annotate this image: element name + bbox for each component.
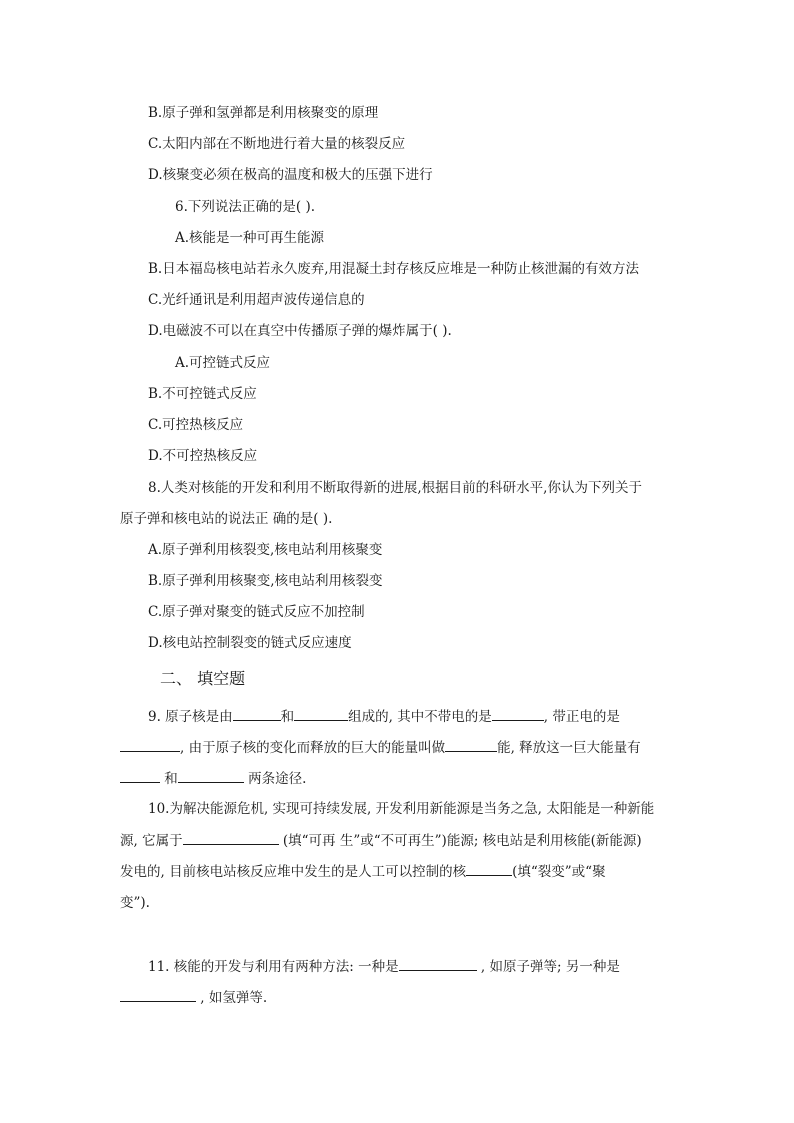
q5-option-b: B.原子弹和氢弹都是利用核聚变的原理 <box>148 105 379 121</box>
q8-stem-line2: 原子弹和核电站的说法正 确的是( ). <box>120 511 333 527</box>
q9-line2 <box>120 737 641 757</box>
q8-stem-line1: 8.人类对核能的开发和利用不断取得新的进展,根据目前的科研水平,你认为下列关于 <box>148 480 642 496</box>
q9-blank-5[interactable] <box>445 737 497 752</box>
q10-blank-2[interactable] <box>466 861 512 876</box>
q9-text: , 带正电的是 <box>543 709 620 725</box>
q8-option-a: A.原子弹利用核裂变,核电站利用核聚变 <box>148 542 383 558</box>
q6-option-b: B.日本福岛核电站若永久废弃,用混凝土封存核反应堆是一种防止核泄漏的有效方法 <box>148 261 640 277</box>
q11-line2 <box>120 987 267 1007</box>
q7-option-c: C.可控热核反应 <box>148 417 244 433</box>
q6-option-d: D.电磁波不可以在真空中传播原子弹的爆炸属于( ). <box>148 323 452 339</box>
q9-text: 和 <box>164 771 178 787</box>
q6-option-c: C.光纤通讯是利用超声波传递信息的 <box>148 292 365 308</box>
q10-blank-1[interactable] <box>183 830 279 845</box>
q9-blank-4[interactable] <box>120 737 180 752</box>
q11-blank-1[interactable] <box>399 956 477 971</box>
q10-text: 源, 它属于 <box>120 833 183 849</box>
q10-line2 <box>120 830 642 850</box>
q11-text: , 如氢弹等. <box>200 990 268 1006</box>
q9-text: 能, 释放这一巨大能量有 <box>497 740 641 756</box>
q6-option-a: A.核能是一种可再生能源 <box>175 230 325 246</box>
q9-text: 和 <box>280 709 295 725</box>
q8-option-b: B.原子弹利用核聚变,核电站利用核裂变 <box>148 573 383 589</box>
q9-blank-2[interactable] <box>294 706 348 721</box>
q10-text: (填“可再 生”或“不可再生”)能源; 核电站是利用核能(新能源) <box>282 833 642 849</box>
q8-option-c: C.原子弹对聚变的链式反应不加控制 <box>148 604 365 620</box>
q9-line3 <box>120 768 306 788</box>
q9-blank-6[interactable] <box>120 768 160 783</box>
q11-text: , 如原子弹等; 另一种是 <box>480 959 620 975</box>
q7-option-b: B.不可控链式反应 <box>148 386 257 402</box>
q8-option-d: D.核电站控制裂变的链式反应速度 <box>148 635 352 651</box>
section-heading-fill-blank: 二、 填空题 <box>160 669 246 688</box>
q9-text: , 由于原子核的变化而释放的巨大的能量叫做 <box>180 740 446 756</box>
q11-line1 <box>148 956 620 976</box>
q10-line1: 10.为解决能源危机, 实现可持续发展, 开发利用新能源是当务之急, 太阳能是一种新能 <box>148 801 655 817</box>
q10-line4: 变”). <box>120 895 150 911</box>
q5-option-d: D.核聚变必须在极高的温度和极大的压强下进行 <box>148 167 433 183</box>
q6-stem: 6.下列说法正确的是( ). <box>175 199 315 215</box>
q9-blank-3[interactable] <box>492 706 544 721</box>
q10-text: (填“裂变”或“聚 <box>512 864 606 880</box>
q9-blank-7[interactable] <box>178 768 244 783</box>
q9-blank-1[interactable] <box>233 706 281 721</box>
q10-line3 <box>120 861 606 881</box>
q9-text: 组成的, 其中不带电的是 <box>348 709 492 725</box>
q7-option-d: D.不可控热核反应 <box>148 448 258 464</box>
q5-option-c: C.太阳内部在不断地进行着大量的核裂反应 <box>148 136 406 152</box>
q11-blank-2[interactable] <box>120 987 196 1002</box>
q7-option-a: A.可控链式反应 <box>175 355 271 371</box>
q10-text: 发电的, 目前核电站核反应堆中发生的是人工可以控制的核 <box>120 864 467 880</box>
q9-line1 <box>148 706 620 726</box>
q9-text: 9. 原子核是由 <box>148 709 233 725</box>
q11-text: 11. 核能的开发与利用有两种方法: 一种是 <box>148 959 399 975</box>
q9-text: 两条途径. <box>248 771 307 787</box>
